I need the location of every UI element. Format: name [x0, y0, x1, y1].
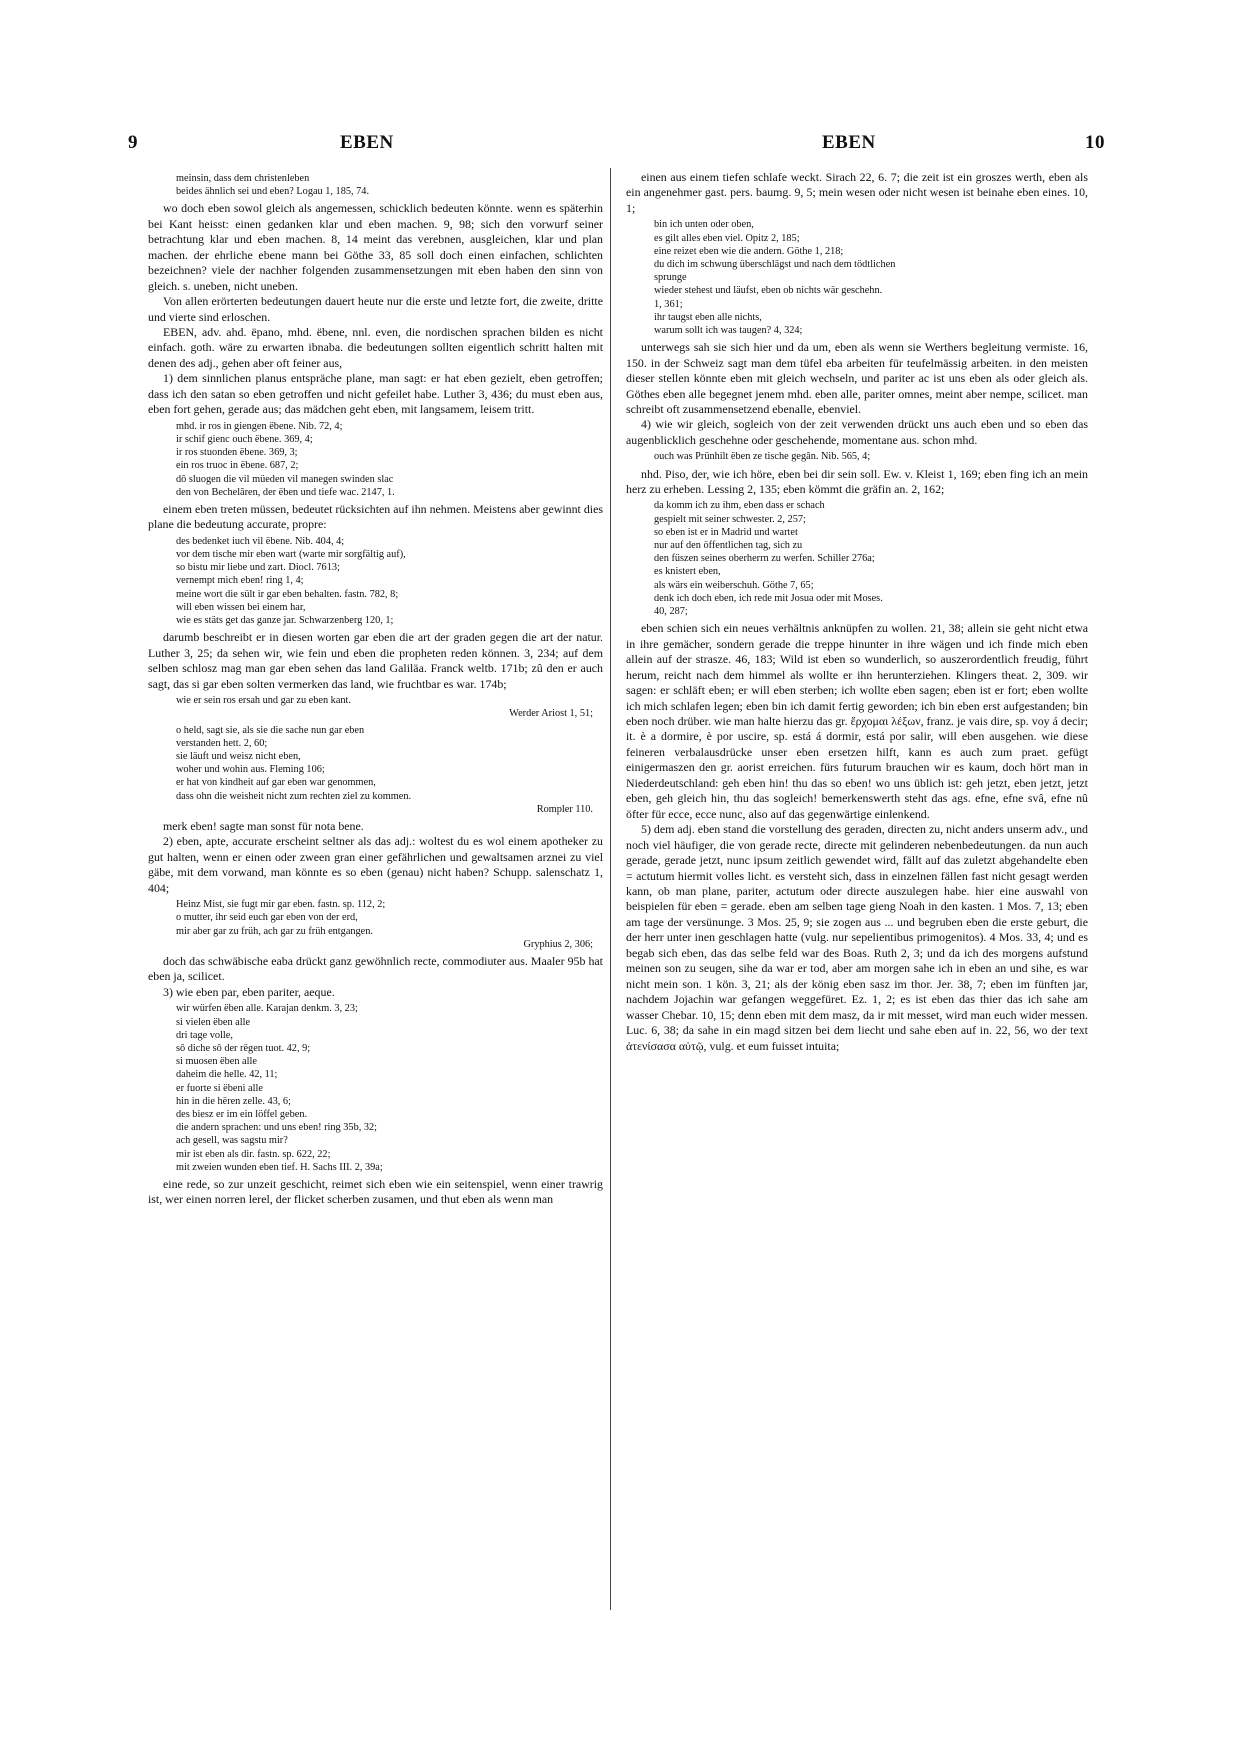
- quotation-line: sprunge: [654, 272, 687, 284]
- quotation-line: Heinz Mist, sie fugt mir gar eben. fastn. sp. 112, 2;: [176, 899, 386, 911]
- quotation-line: mir aber gar zu früh, ach gar zu früh entgangen.: [176, 925, 373, 937]
- quotation-line: meinsin, dass dem christenleben: [176, 173, 310, 184]
- quotation-line: wie er sein ros ersah und gar zu eben kant.: [176, 695, 351, 707]
- paragraph: einem eben treten müssen, bedeutet rücksichten auf ihn nehmen. Meistens aber gewinnt dies plane die bedeutung accurate, propre:: [148, 501, 603, 532]
- quotation-line: wieder stehest und läufst, eben ob nichts wär geschehn.: [654, 285, 883, 297]
- quotation-line: es knistert eben,: [654, 566, 721, 578]
- quotation-line: ein ros truoc in ëbene. 687, 2;: [176, 460, 299, 472]
- paragraph: 2) eben, apte, accurate erscheint seltner als das adj.: woltest du es wol einem apotheker zu gut halten, wenn er einen oder zween gran einer gefährlichen und gewaltsamen arznei zu viel gäbe, mit dem vorwand, man könnte es so eben (genau) nicht haben? Schupp. salenschatz 1, 404;: [148, 834, 603, 895]
- column-rule: [610, 168, 611, 1610]
- quotation-line: die andern sprachen: und uns eben! ring 35b, 32;: [176, 1122, 378, 1134]
- paragraph: wo doch eben sowol gleich als angemessen, schicklich bedeuten könnte. wenn es späterhin bei Kant heisst: einen gedanken klar und eben machen. 9, 98; sich den vorwurf seiner betrachtung klar und eben machen. 8, 14 meint das verebnen, ausgleichen, klar und plan machen. der ehrliche ebene mann bei Göthe 33, 85 soll doch einen einfachen, schlichten bezeichnen? viele der nachher folgenden zusammensetzungen mit eben haben den sinn von gleich. s. uneben, nicht uneben.: [148, 201, 603, 293]
- quotation-block: [654, 499, 1088, 618]
- paragraph: nhd. Piso, der, wie ich höre, eben bei dir sein soll. Ew. v. Kleist 1, 169; eben fing ich an mein herz zu erheben. Lessing 2, 135; eben kömmt die gräfin an. 2, 162;: [626, 466, 1088, 497]
- quotation-line: eine reizet eben wie die andern. Göthe 1, 218;: [654, 245, 844, 257]
- quotation-line: mir ist eben als dir. fastn. sp. 622, 22;: [176, 1148, 331, 1160]
- quotation-line: du dich im schwung überschlägst und nach dem tödtlichen: [654, 258, 896, 270]
- quotation-line: hin in die hëren zelle. 43, 6;: [176, 1095, 291, 1107]
- quotation-block: [176, 420, 603, 499]
- quotation-line: als wärs ein weiberschuh. Göthe 7, 65;: [654, 579, 814, 591]
- quotation-source: Werder Ariost 1, 51;: [509, 708, 593, 720]
- quotation-line: mit zweien wunden eben tief. H. Sachs III. 2, 39a;: [176, 1161, 383, 1173]
- quotation-line: ihr taugst eben alle nichts,: [654, 311, 762, 323]
- quotation-line: warum sollt ich was taugen? 4, 324;: [654, 324, 803, 336]
- quotation-line: ir ros stuonden ëbene. 369, 3;: [176, 447, 298, 459]
- quotation-source: Gryphius 2, 306;: [523, 938, 593, 950]
- quotation-line: mhd. ir ros in giengen ëbene. Nib. 72, 4;: [176, 420, 343, 432]
- quotation-line: den von Bechelâren, der ëben und tiefe wac. 2147, 1.: [176, 486, 395, 498]
- quotation-line: si muosen ëben alle: [176, 1056, 257, 1068]
- quotation-block: [654, 218, 1088, 337]
- paragraph: 3) wie eben par, eben pariter, aeque.: [163, 984, 335, 999]
- left-running-head: EBEN: [340, 132, 394, 153]
- paragraph: darumb beschreibt er in diesen worten gar eben die art der graden gegen die art der natur. Luther 3, 25; da sehen wir, wie fein und eben die propheten reden können. 3, 234; auf dem selben schlosz mag man gar eben sehen das land Galiläa. Franck weltb. 171b; zû den er auch sagt, das si gar eben solten vermerken das land, wie fruchtbar es war. 174b;: [148, 630, 603, 691]
- right-column: [626, 170, 1088, 1054]
- quotation-line: dri tage volle,: [176, 1029, 233, 1041]
- quotation-block: [176, 1002, 603, 1174]
- quotation-line: er fuorte si ëbeni alle: [176, 1082, 263, 1094]
- quotation-line: o held, sagt sie, als sie die sache nun gar eben: [176, 724, 365, 736]
- quotation-block: [176, 172, 603, 198]
- quotation-block: [654, 450, 1088, 463]
- quotation-line: 1, 361;: [654, 298, 683, 310]
- quotation-line: des biesz er im ein löffel geben.: [176, 1109, 308, 1120]
- quotation-line: vernempt mich eben! ring 1, 4;: [176, 575, 304, 587]
- quotation-line: dô sluogen die vil müeden vil manegen swinden slac: [176, 473, 394, 485]
- quotation-line: sô diche sô der rëgen tuot. 42, 9;: [176, 1042, 311, 1054]
- quotation-line: ir schif gienc ouch ëbene. 369, 4;: [176, 433, 313, 445]
- quotation-line: verstanden hett. 2, 60;: [176, 737, 268, 749]
- left-column: [148, 170, 603, 1208]
- quotation-line: meine wort die sült ir gar eben behalten. fastn. 782, 8;: [176, 588, 399, 600]
- quotation-block: [176, 724, 603, 816]
- quotation-line: beides ähnlich sei und eben? Logau 1, 185, 74.: [176, 186, 370, 198]
- quotation-line: sie läuft und weisz nicht eben,: [176, 750, 301, 762]
- quotation-line: daheim die helle. 42, 11;: [176, 1069, 278, 1081]
- paragraph: merk eben! sagte man sonst für nota bene.: [163, 818, 364, 833]
- quotation-line: den füszen seines oberherrn zu werfen. Schiller 276a;: [654, 553, 875, 565]
- paragraph: 1) dem sinnlichen planus entspräche plane, man sagt: er hat eben gezielt, eben getroffen; dass ich den satan so eben getroffen und nicht gefeilet habe. Luther 3, 436; du must eben aus, eben fort gehen, gerade aus; das mädchen geht eben, mit langsamem, leisem tritt.: [148, 371, 603, 417]
- quotation-line: dass ohn die weisheit nicht zum rechten ziel zu kommen.: [176, 790, 412, 802]
- right-running-head: EBEN: [822, 132, 876, 153]
- paragraph: 4) wie wir gleich, sogleich von der zeit verwenden drückt uns auch eben und so eben das augenblicklich geschehne oder geschehende, momentane aus. schon mhd.: [626, 417, 1088, 447]
- quotation-line: so eben ist er in Madrid und wartet: [654, 526, 798, 538]
- paragraph: EBEN, adv. ahd. ëpano, mhd. ëbene, nnl. even, die nordischen sprachen bilden es nicht einfach. goth. wäre zu erwarten ibnaba. die bedeutungen sollten eigentlich schritt halten mit denen des adj., gehen aber oft feiner aus,: [148, 325, 603, 370]
- paragraph: eine rede, so zur unzeit geschicht, reimet sich eben wie ein seitenspiel, wenn einer trawrig ist, wer einen norren lerel, der flicket scherben zusamen, und thut eben als wenn man: [148, 1177, 603, 1207]
- quotation-line: so bistu mir liebe und zart. Diocl. 7613;: [176, 562, 340, 574]
- quotation-line: gespielt mit seiner schwester. 2, 257;: [654, 513, 806, 525]
- paragraph: einen aus einem tiefen schlafe weckt. Sirach 22, 6. 7; die zeit ist ein groszes werth, eben als ein angenehmer gast. pers. baumg. 9, 5; mein wesen oder nicht wesen ist beinahe eben eines. 10, 1;: [626, 170, 1088, 215]
- paragraph: eben schien sich ein neues verhältnis anknüpfen zu wollen. 21, 38; allein sie geht nicht etwa in ihre gemächer, sondern gerade die treppe hinunter in ihre wägen und ich finde mich eben allein auf der strasze. 46, 183; Wild ist eben so wunderlich, so auszerordentlich freudig, führt herum, reicht nach dem himmel als wollte er ihn herunterziehen. Klingers theat. 2, 309. wir sagen: er schläft eben; er will eben sterben; ich wollte eben sagen; eben ist er fort; eben wollte ich mich schlafen legen; eben bin ich damit fertig geworden; ich bin eben erst aufgestanden; bin eben noch drüber. wie man halte hierzu das gr. ἔρχομαι λέξων, franz. je vais dire, sp. voy á decir; it. è a dormire, è por uscire, sp. está á dormir, está por salir, will eben ausgehen. wie diese feineren verbalausdrücke unser eben ersetzen hilft, kann es auch zum praet. gefügt einigermaszen den gr. aorist erreichen. fürs futurum brauchen wir es kaum, doch hört man in Niederdeutschland: geh eben hin! thu das so eben! wo uns üblich ist: geh jetzt, eben jetzt, jetzt eben, geh gleich hin, thu das sogleich! bemerkenswerth steht das ags. efne, efne svâ, efne nû öfter für ecce, ecce nunc, also auf das gegenwärtige einlenkend.: [626, 621, 1088, 821]
- quotation-line: will eben wissen bei einem har,: [176, 601, 306, 613]
- quotation-line: wir würfen ëben alle. Karajan denkm. 3, 23;: [176, 1003, 358, 1015]
- quotation-line: es gilt alles eben viel. Opitz 2, 185;: [654, 232, 800, 244]
- quotation-block: [176, 898, 603, 951]
- quotation-line: o mutter, ihr seid euch gar eben von der erd,: [176, 912, 358, 924]
- left-page-number: 9: [128, 132, 138, 153]
- paragraph: 5) dem adj. eben stand die vorstellung des geraden, directen zu, nicht anders unserm adv., und noch viel häufiger, die von gerade recte, directe mit gelinderen nebenbedeutungen. da nun auch gerade, gerade jetzt, nunc ipsum zeitlich gewendet wird, fällt auf das zuletzt abgehandelte eben = actutum hiermit volles licht. es versteht sich, dass in einzelnen fällen fast nicht gesagt werden kann, ob man plane, pariter, actutum oder directe auszulegen habe. hier eine auswahl von beispielen für eben = gerade. eben am selben tage gieng Noah in den kasten. 1 Mos. 7, 13; eben am tage der versünunge. 3 Mos. 25, 9; sie zogen aus ... und begruben eben die erste geburt, die der herr unter inen geschlagen hatte (vulg. nur sepelientibus primogenitos). 4 Mos. 33, 4; und es begab sich eben, das das selbe feld war des Boas. Ruth 2, 3; und da ich des morgens aufstund meinen son zu seugen, sihe da war er tod, aber am morgen sahe ich in eben an und sihe, es war nicht mein son. 1 kön. 3, 21; als der könig eben sasz im thor. Jer. 38, 7; eben im fünften jar, nachdem Jojachin war gefangen weggefüret. Ez. 1, 2; es ist eben das thier das ich sahe am wasser Chebar. 10, 15; denn eben mit dem masz, da ir mit messet, wird man euch wider messen. Luc. 6, 38; da sahe in ein magd sitzen bei dem liecht und sahe eben auf in. 22, 56, wo der text ἀτενίσασα αὐτῷ, vulg. et eum fuisset intuita;: [626, 822, 1088, 1053]
- quotation-line: si vielen ëben alle: [176, 1016, 251, 1028]
- quotation-block: [176, 535, 603, 627]
- quotation-line: 40, 287;: [654, 606, 688, 618]
- quotation-line: wie es stäts get das ganze jar. Schwarzenberg 120, 1;: [176, 615, 394, 627]
- quotation-line: ach gesell, was sagstu mir?: [176, 1135, 288, 1147]
- quotation-line: vor dem tische mir eben wart (warte mir sorgfältig auf),: [176, 549, 406, 561]
- right-page-number: 10: [1085, 132, 1105, 153]
- quotation-line: nur auf den öffentlichen tag, sich zu: [654, 540, 803, 552]
- quotation-block: [176, 694, 603, 720]
- paragraph: doch das schwäbische eaba drückt ganz gewöhnlich recte, commodiuter aus. Maaler 95b hat eben ja, scilicet.: [148, 954, 603, 984]
- quotation-line: ouch was Prünhilt ëben ze tische gegân. Nib. 565, 4;: [654, 451, 871, 463]
- paragraph: unterwegs sah sie sich hier und da um, eben als wenn sie Werthers begleitung vermiste. 16, 150. in der Schweiz sagt man dem tüfel eba arbeiten für teufelmässig arbeiten. in den meisten dieser stellen könnte eben mit gleich wechseln, und pariter ac ist uns eben als oder gleich als. Göthes eben alle begegnet jenem mhd. eben alle, pariter omnes, meint aber nempe, scilicet. man schreibt oft zusammensetzend ebenalle, ebenviel.: [626, 340, 1088, 416]
- paragraph: Von allen erörterten bedeutungen dauert heute nur die erste und letzte fort, die zweite, dritte und vierte sind erloschen.: [148, 294, 603, 324]
- quotation-line: er hat von kindheit auf gar eben war genommen,: [176, 777, 376, 789]
- quotation-line: woher und wohin aus. Fleming 106;: [176, 764, 325, 776]
- quotation-line: denk ich doch eben, ich rede mit Josua oder mit Moses.: [654, 592, 883, 604]
- quotation-line: da komm ich zu ihm, eben dass er schach: [654, 500, 825, 512]
- quotation-line: des bedenket iuch vil ëbene. Nib. 404, 4;: [176, 535, 345, 547]
- quotation-source: Rompler 110.: [536, 803, 593, 815]
- quotation-line: bin ich unten oder oben,: [654, 219, 754, 231]
